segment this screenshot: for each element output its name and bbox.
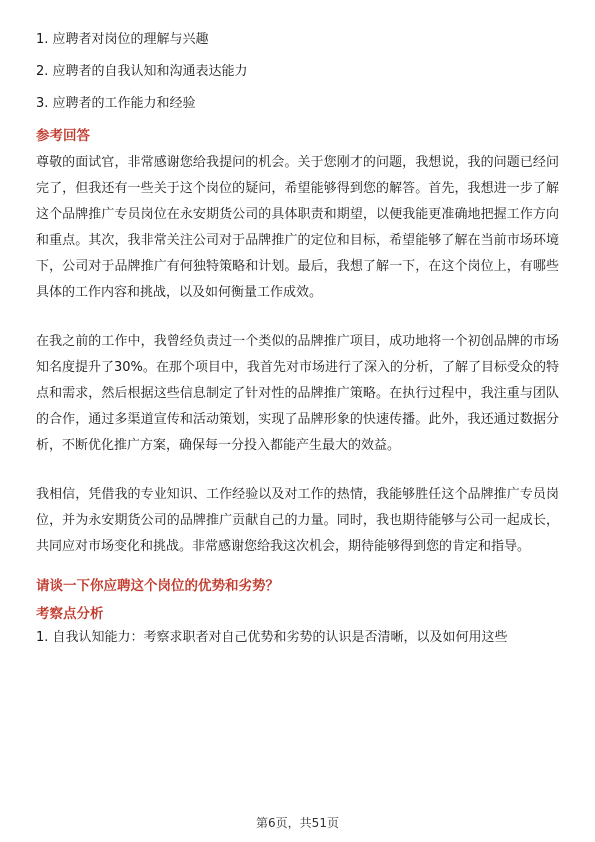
answer-paragraph-1: 尊敬的面试官，非常感谢您给我提问的机会。关于您刚才的问题，我想说，我的问题已经问完了，但我还有一些关于这个岗位的疑问，希望能够得到您的解答。首先，我想进一步了解这个品牌推广专员岗位在永安期货公司的具体职责和期望，以便我能更准确地把握工作方向和重点。其次，我非常关注公司对于品牌推广的定位和目标，希望能够了解在当前市场环境下，公司对于品牌推广有何独特策略和计划。最后，我想了解一下，在这个岗位上，有哪些具体的工作内容和挑战，以及如何衡量工作成效。 [36,155,559,300]
question-heading: 请谈一下你应聘这个岗位的优势和劣势？ [36,578,279,594]
answer-heading: 参考回答 [36,128,90,144]
analysis-item-1: 1. 自我认知能力：考察求职者对自己优势和劣势的认识是否清晰，以及如何用这些 [36,630,508,645]
intro-item-2: 2. 应聘者的自我认知和沟通表达能力 [36,64,248,79]
page-number: 第6页，共51页 [256,816,339,830]
analysis-heading: 考察点分析 [36,606,104,622]
answer-paragraph-2: 在我之前的工作中，我曾经负责过一个类似的品牌推广项目，成功地将一个初创品牌的市场知名度提升了30%。在那个项目中，我首先对市场进行了深入的分析，了解了目标受众的特点和需求，然后根据这些信息制定了针对性的品牌推广策略。在执行过程中，我注重与团队的合作，通过多渠道宣传和活动策划，实现了品牌形象的快速传播。此外，我还通过数据分析，不断优化推广方案，确保每一分投入都能产生最大的效益。 [36,334,559,453]
answer-paragraph-3: 我相信，凭借我的专业知识、工作经验以及对工作的热情，我能够胜任这个品牌推广专员岗位，并为永安期货公司的品牌推广贡献自己的力量。同时，我也期待能够与公司一起成长，共同应对市场变化和挑战。非常感谢您给我这次机会，期待能够得到您的肯定和指导。 [36,487,559,554]
document-body [36,30,559,648]
intro-item-1: 1. 应聘者对岗位的理解与兴趣 [36,32,209,47]
intro-item-3: 3. 应聘者的工作能力和经验 [36,96,196,111]
